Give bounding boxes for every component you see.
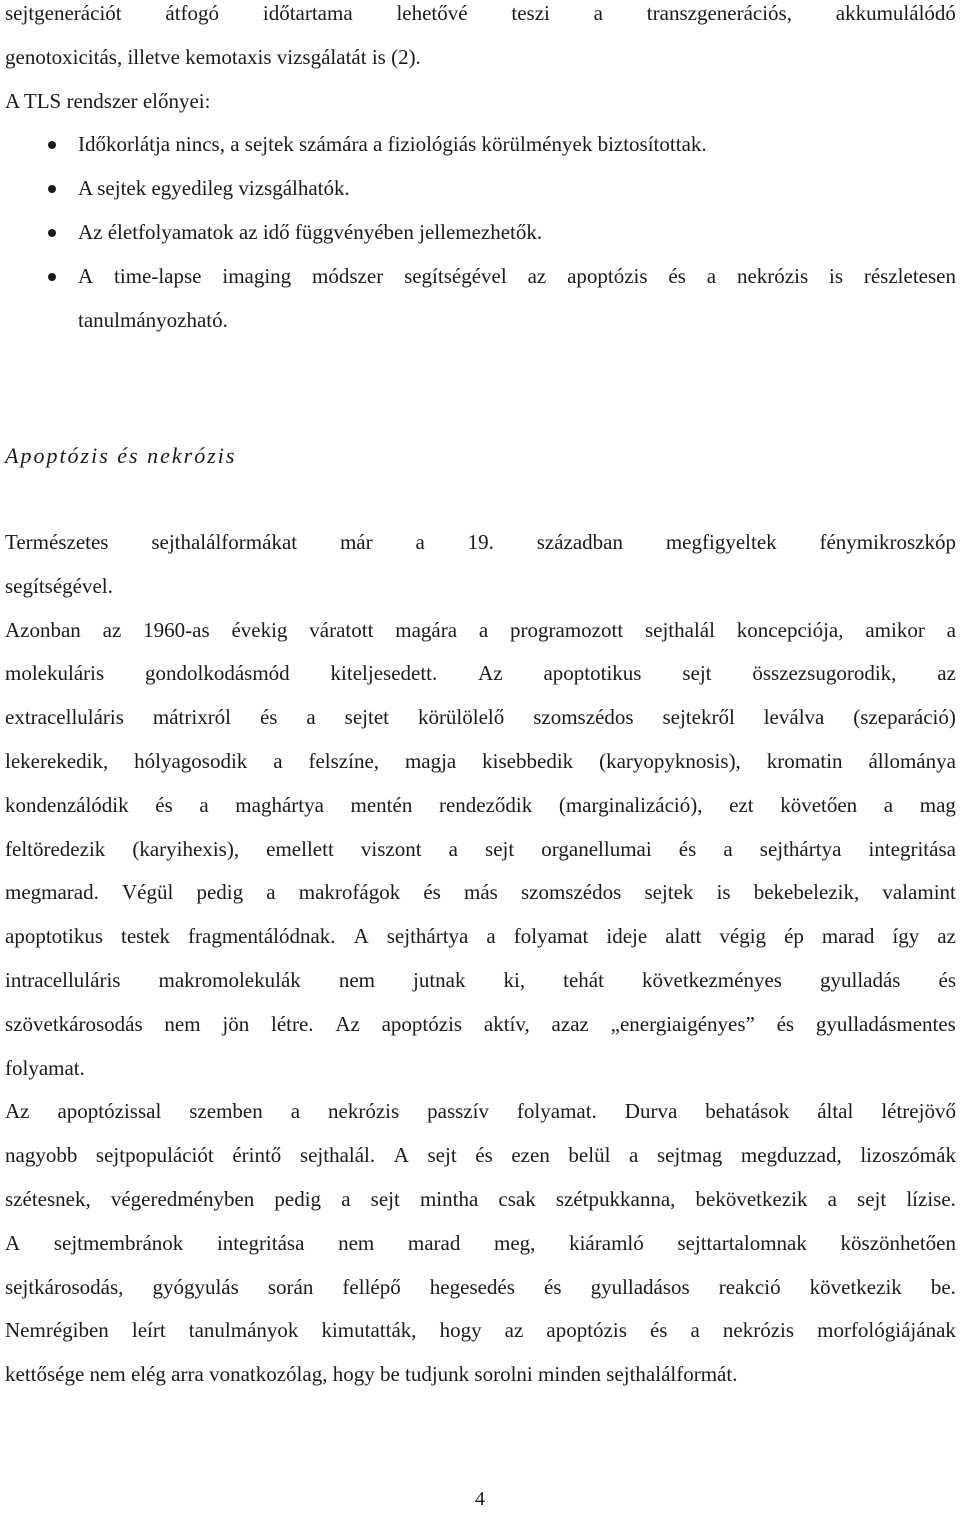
word: nekrózis bbox=[736, 263, 809, 288]
word: a bbox=[486, 924, 496, 949]
word: végeredményben bbox=[110, 1186, 255, 1211]
word: belül bbox=[568, 1143, 611, 1168]
word: nekrózis bbox=[328, 1099, 400, 1124]
word: a bbox=[306, 705, 316, 730]
word: ép bbox=[784, 924, 804, 949]
word: és bbox=[259, 705, 278, 730]
word: más bbox=[464, 880, 498, 905]
word: behatások bbox=[705, 1099, 790, 1124]
word: (szeparáció) bbox=[853, 705, 956, 730]
word: fragmentálódnak. bbox=[188, 924, 336, 949]
word: integritása bbox=[868, 836, 956, 861]
word: csak bbox=[498, 1186, 536, 1211]
word: sejt bbox=[485, 836, 515, 861]
word: átfogó bbox=[165, 1, 220, 25]
bullet-item bbox=[5, 255, 956, 343]
text-line: folyamat. bbox=[5, 1055, 85, 1080]
word: meg, bbox=[494, 1230, 536, 1255]
word: így bbox=[892, 924, 920, 949]
word: lízise. bbox=[906, 1186, 956, 1211]
word: részletesen bbox=[863, 263, 956, 288]
word: leválva bbox=[763, 705, 825, 730]
word: gyógyulás bbox=[152, 1274, 239, 1299]
word: az bbox=[937, 924, 956, 949]
word: rendeződik bbox=[438, 792, 533, 817]
word: Az bbox=[478, 661, 503, 686]
word: segítségével bbox=[404, 263, 507, 288]
word: imaging bbox=[222, 263, 292, 288]
word: kisebbedik bbox=[482, 748, 574, 773]
word: nem bbox=[338, 1230, 375, 1255]
word: során bbox=[267, 1274, 314, 1299]
word: ideje bbox=[606, 924, 648, 949]
word: a bbox=[478, 617, 489, 642]
bullet-text-line: Az életfolyamatok az idő függvényében jellemezhetők. bbox=[78, 219, 543, 244]
word: nagyobb bbox=[5, 1143, 78, 1168]
word: azaz bbox=[551, 1011, 589, 1036]
bullet-dot-icon bbox=[48, 185, 56, 193]
text-line bbox=[5, 609, 956, 653]
word: marad bbox=[821, 924, 875, 949]
word: hólyagosodik bbox=[134, 748, 248, 773]
word: pedig bbox=[274, 1186, 322, 1211]
word: a bbox=[946, 617, 956, 642]
word: apoptózis bbox=[381, 1011, 463, 1036]
word: A bbox=[5, 1230, 21, 1255]
word: felszíne, bbox=[308, 748, 380, 773]
intro-paragraph bbox=[5, 0, 956, 123]
word: követően bbox=[780, 792, 858, 817]
word: végig bbox=[719, 924, 767, 949]
text-line bbox=[5, 784, 956, 828]
bullet-item bbox=[5, 211, 956, 255]
word: A bbox=[353, 924, 369, 949]
text-line: kettősége nem elég arra vonatkozólag, hogy be tudjunk sorolni minden sejthalálformát. bbox=[5, 1362, 738, 1387]
word: sejtmembránok bbox=[53, 1230, 184, 1255]
word: molekuláris bbox=[5, 661, 105, 686]
word: állománya bbox=[868, 748, 956, 773]
word: a bbox=[273, 748, 283, 773]
bullet-text-line bbox=[78, 255, 956, 299]
word: reakció bbox=[718, 1274, 781, 1299]
word: hegesedés bbox=[429, 1274, 515, 1299]
word: időtartama bbox=[262, 1, 353, 25]
word: intracelluláris bbox=[5, 967, 121, 992]
word: amikor bbox=[865, 617, 925, 642]
word: és bbox=[475, 1143, 493, 1168]
word: ki, bbox=[503, 967, 526, 992]
word: és bbox=[938, 967, 956, 992]
word: váratott bbox=[309, 617, 374, 642]
word: szomszédos bbox=[520, 880, 622, 905]
word: passzív bbox=[427, 1099, 489, 1124]
word: kondenzálódik bbox=[5, 792, 129, 817]
word: és bbox=[155, 792, 173, 817]
word: fénymikroszkóp bbox=[819, 530, 956, 554]
bullet-item bbox=[5, 123, 956, 167]
word: Végül bbox=[122, 880, 174, 905]
word: szétpukkanna, bbox=[555, 1186, 676, 1211]
word: és bbox=[668, 263, 686, 288]
word: organellumai bbox=[541, 836, 652, 861]
word: a bbox=[883, 792, 894, 817]
text-line bbox=[5, 696, 956, 740]
word: sejtet bbox=[344, 705, 389, 730]
word: gyulladás bbox=[819, 967, 901, 992]
text-line bbox=[5, 1309, 956, 1353]
word: makrofágok bbox=[298, 880, 401, 905]
word: következik bbox=[809, 1274, 902, 1299]
word: apoptózis bbox=[567, 263, 648, 288]
bullet-text-line: tanulmányozható. bbox=[78, 307, 228, 332]
text-line bbox=[5, 959, 956, 1003]
word: érintő bbox=[232, 1143, 282, 1168]
text-line: A TLS rendszer előnyei: bbox=[5, 88, 211, 113]
text-line bbox=[5, 1134, 956, 1178]
word: (karyihexis), bbox=[132, 836, 240, 861]
word: Nemrégiben bbox=[5, 1318, 109, 1343]
word: a bbox=[690, 1318, 700, 1343]
word: folyamat bbox=[513, 924, 589, 949]
text-line: segítségével. bbox=[5, 573, 113, 598]
text-line bbox=[5, 1090, 956, 1134]
word: az bbox=[102, 617, 122, 642]
word: hogy bbox=[439, 1318, 482, 1343]
word: sejthalál bbox=[644, 617, 715, 642]
word: apoptotikus bbox=[543, 661, 642, 686]
word: évekig bbox=[231, 617, 288, 642]
word: leírt bbox=[131, 1318, 166, 1343]
word: sejttartalomnak bbox=[677, 1230, 807, 1255]
section-heading: Apoptózis és nekrózis bbox=[5, 443, 237, 468]
word: a bbox=[827, 1186, 837, 1211]
word: A bbox=[78, 263, 94, 288]
word: transzgenerációs, bbox=[646, 1, 792, 25]
word: magára bbox=[395, 617, 458, 642]
word: gondolkodásmód bbox=[145, 661, 290, 686]
text-line bbox=[5, 740, 956, 784]
word: pedig bbox=[196, 880, 244, 905]
bullet-dot-icon bbox=[48, 273, 56, 281]
word: által bbox=[817, 1099, 854, 1124]
word: bekövetkezik bbox=[695, 1186, 808, 1211]
word: extracelluláris bbox=[5, 705, 124, 730]
word: a bbox=[629, 1143, 639, 1168]
text-line bbox=[5, 521, 956, 565]
word: lehetővé bbox=[396, 1, 468, 25]
word: körülölelő bbox=[417, 705, 505, 730]
word: a bbox=[266, 880, 276, 905]
word: tehát bbox=[563, 967, 604, 992]
word: megduzzad, bbox=[740, 1143, 842, 1168]
word: Természetes bbox=[5, 530, 109, 554]
word: és bbox=[678, 836, 697, 861]
word: kimutatták, bbox=[321, 1318, 417, 1343]
word: testek bbox=[121, 924, 170, 949]
bullet-text-line: Időkorlátja nincs, a sejtek számára a fiziológiás körülmények biztosítottak. bbox=[78, 132, 707, 157]
word: megfigyeltek bbox=[665, 530, 777, 554]
word: köszönhetően bbox=[840, 1230, 956, 1255]
word: és bbox=[544, 1274, 562, 1299]
word: a bbox=[199, 792, 209, 817]
word: lizoszómák bbox=[860, 1143, 956, 1168]
tls-advantages-list bbox=[5, 123, 956, 342]
word: mag bbox=[919, 792, 956, 817]
word: mátrixról bbox=[152, 705, 232, 730]
word: összezsugorodik, bbox=[752, 661, 897, 686]
word: 19. bbox=[467, 530, 494, 554]
word: jutnak bbox=[413, 967, 466, 992]
text-line: genotoxicitás, illetve kemotaxis vizsgálatát is (2). bbox=[5, 44, 421, 69]
word: time-lapse bbox=[114, 263, 202, 288]
word: Azonban bbox=[5, 617, 81, 642]
word: integritása bbox=[216, 1230, 305, 1255]
bullet-text-line: A sejtek egyedileg vizsgálhatók. bbox=[78, 176, 350, 201]
text-line bbox=[5, 1266, 956, 1310]
word: apoptotikus bbox=[5, 924, 103, 949]
word: A bbox=[393, 1143, 409, 1168]
word: teszi bbox=[511, 1, 550, 25]
word: aktív, bbox=[483, 1011, 530, 1036]
word: sejtekről bbox=[662, 705, 735, 730]
word: sejthártya bbox=[759, 836, 842, 861]
word: sejthalálformákat bbox=[151, 530, 298, 554]
word: viszont bbox=[360, 836, 422, 861]
word: az bbox=[504, 1318, 524, 1343]
word: Durva bbox=[624, 1099, 678, 1124]
word: (karyopyknosis), bbox=[599, 748, 741, 773]
word: Az bbox=[335, 1011, 360, 1036]
word: koncepciója, bbox=[736, 617, 844, 642]
word: lekerekedik, bbox=[5, 748, 109, 773]
text-line bbox=[5, 1178, 956, 1222]
word: 1960-as bbox=[143, 617, 210, 642]
word: sejthalál. bbox=[299, 1143, 376, 1168]
word: alatt bbox=[665, 924, 702, 949]
word: „energiaigényes” bbox=[610, 1011, 755, 1036]
word: fellépő bbox=[342, 1274, 401, 1299]
word: a bbox=[341, 1186, 351, 1211]
word: következményes bbox=[642, 967, 782, 992]
word: már bbox=[339, 530, 373, 554]
word: akkumulálódó bbox=[835, 1, 956, 25]
word: sejthártya bbox=[386, 924, 469, 949]
word: sejtgenerációt bbox=[5, 1, 122, 25]
word: is bbox=[716, 880, 731, 905]
bullet-dot-icon bbox=[48, 141, 56, 149]
word: a bbox=[723, 836, 733, 861]
word: mintha bbox=[419, 1186, 479, 1211]
word: sejtkárosodás, bbox=[5, 1274, 124, 1299]
word: makromolekulák bbox=[158, 967, 301, 992]
word: nem bbox=[338, 967, 375, 992]
word: kromatin bbox=[766, 748, 843, 773]
word: folyamat. bbox=[516, 1099, 597, 1124]
word: mentén bbox=[350, 792, 413, 817]
bullet-dot-icon bbox=[48, 229, 56, 237]
word: létre. bbox=[270, 1011, 314, 1036]
word: apoptózissal bbox=[57, 1099, 162, 1124]
word: jön bbox=[222, 1011, 250, 1036]
word: sejtek bbox=[644, 880, 694, 905]
text-line bbox=[5, 828, 956, 872]
word: a bbox=[593, 1, 603, 25]
word: emellett bbox=[266, 836, 334, 861]
word: és bbox=[649, 1318, 668, 1343]
word: valamint bbox=[882, 880, 956, 905]
text-line bbox=[5, 652, 956, 696]
word: apoptózis bbox=[546, 1318, 627, 1343]
word: ezen bbox=[511, 1143, 550, 1168]
text-line bbox=[5, 0, 956, 36]
word: ezt bbox=[729, 792, 754, 817]
word: nekrózis bbox=[722, 1318, 795, 1343]
word: megmarad. bbox=[5, 880, 99, 905]
word: (marginalizáció), bbox=[558, 792, 703, 817]
text-line bbox=[5, 915, 956, 959]
word: és bbox=[423, 880, 441, 905]
word: a bbox=[706, 263, 717, 288]
word: században bbox=[536, 530, 623, 554]
word: szétesnek, bbox=[5, 1186, 91, 1211]
word: maghártya bbox=[235, 792, 324, 817]
word: is bbox=[828, 263, 843, 288]
word: a bbox=[448, 836, 458, 861]
word: marad bbox=[407, 1230, 461, 1255]
word: a bbox=[290, 1099, 301, 1124]
word: kiáramló bbox=[569, 1230, 644, 1255]
word: és bbox=[776, 1011, 795, 1036]
text-line bbox=[5, 1222, 956, 1266]
word: sejt bbox=[682, 661, 712, 686]
word: szomszédos bbox=[533, 705, 634, 730]
section-body bbox=[5, 521, 956, 1397]
text-line bbox=[5, 871, 956, 915]
document-page bbox=[5, 0, 956, 342]
page-number: 4 bbox=[475, 1488, 485, 1510]
word: sejt bbox=[857, 1186, 887, 1211]
word: létrejövő bbox=[881, 1099, 956, 1124]
text-line bbox=[5, 1003, 956, 1047]
word: morfológiájának bbox=[817, 1318, 956, 1343]
word: gyulladásos bbox=[590, 1274, 690, 1299]
word: kiteljesedett. bbox=[330, 661, 438, 686]
word: módszer bbox=[312, 263, 384, 288]
word: feltöredezik bbox=[5, 836, 106, 861]
word: a bbox=[415, 530, 425, 554]
word: tanulmányok bbox=[188, 1318, 299, 1343]
word: sejtpopulációt bbox=[95, 1143, 214, 1168]
word: magja bbox=[404, 748, 457, 773]
word: Az bbox=[5, 1099, 30, 1124]
word: be. bbox=[930, 1274, 956, 1299]
word: gyulladásmentes bbox=[815, 1011, 956, 1036]
word: szemben bbox=[189, 1099, 263, 1124]
word: sejtmag bbox=[656, 1143, 723, 1168]
word: sejt bbox=[370, 1186, 400, 1211]
word: az bbox=[527, 263, 547, 288]
word: sejt bbox=[427, 1143, 457, 1168]
word: bekebelezik, bbox=[753, 880, 860, 905]
word: szövetkárosodás bbox=[5, 1011, 143, 1036]
word: nem bbox=[164, 1011, 201, 1036]
bullet-item bbox=[5, 167, 956, 211]
word: programozott bbox=[510, 617, 624, 642]
word: az bbox=[937, 661, 956, 686]
